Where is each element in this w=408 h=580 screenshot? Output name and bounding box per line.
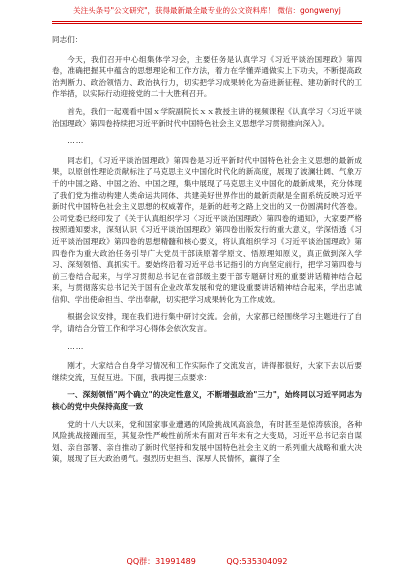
header-divider-secondary [52,23,362,24]
ellipsis-separator: …… [67,136,85,146]
paragraph: 同志们，《习近平谈治国理政》第四卷是习近平新时代中国特色社会主义思想的最新成果，以原创性理论贡献标注了马克思主义中国化时代化的新高度，展现了波澜壮阔、气象万千的中国之路、中国之治、中国之理，集中展现了马克思主义中国化的最新成果，充分体现了我们党为推动构建人类命运共同体、共建美好世界作出的最新贡献是全面系统反映习近平新时代中国特色社会主义思想的权威著作，是新的赶考之路上交出的又一份圆满时代答卷。公司党委已经印发了《关于认真组织学习〈习近平谈治国理政〉第四卷的通知》，大家要严格按照通知要求，深刻认识《习近平谈治国理政》第四卷出版发行的重大意义，学深悟透《习近平谈治国理政》第四卷的思想精髓和核心要义，将认真组织学习《习近平谈治国理政》第四卷作为重大政治任务引导广大党员干部读原著学原文、悟原理知原义，真正做到深入学习、深刻领悟、真抓实干。要始终沿着习近平总书记指引的方向坚定前行，把学习第四卷与前三卷结合起来，与学习贯彻总书记在省部级主要干部专题研讨班的重要讲话精神结合起来，与贯彻落实总书记关于国有企业改革发展和党的建设重要讲话精神结合起来，学出忠诚信仰、学出使命担当、学出奉献，切实把学习成果转化为工作成效。 [52,155,362,304]
section-heading: 一、深刻领悟"两个确立"的决定性意义，不断增强政治"三力"，始终同以习近平同志为核心的党中央保持高度一致 [52,390,362,412]
footer-qq: QQ:535304092 [226,557,288,566]
footer-qq-group: QQ群：31991489 [126,557,196,566]
greeting: 同志们： [52,35,83,44]
paragraph: 首先，我们一起观看中国ｘ学院副院长ｘｘ教授主讲的视频课程《认真学习〈习近平谈治国理政〉第四卷持续把习近平新时代中国特色社会主义思想学习贯彻推向深入》。 [52,106,362,128]
paragraph: 根据会议安排，现在我们进行集中研讨交流。会前，大家都已经围绕学习主题进行了自学，请结合分管工作和学习心得体会依次发言。 [52,312,362,334]
paragraph: 刚才，大家结合自身学习情况和工作实际作了交流发言，讲得都很好，大家下去以后要继续交流，互促互进。下面，我再提三点要求： [52,361,362,382]
paragraph: 今天，我们召开中心组集体学习会，主要任务是认真学习《习近平谈治国理政》第四卷，准确把握其中蕴含的思想理论和工作方法，着力在学懂弄通做实上下功夫，不断提高政治判断力、政治领悟力、政治执行力，切实把学习成果转化为奋进新征程、建功新时代的工作举措，以实际行动迎接党的二十大胜利召开。 [52,54,362,99]
header-divider [52,21,362,22]
paragraph: 党的十八大以来，党和国家事业遭遇的风险挑战风高浪急，有时甚至是惊涛骇浪，各种风险挑战接踵而至，其复杂性严峻性前所未有面对百年未有之大变局，习近平总书记亲自谋划、亲自部署、亲自推动了新时代坚持和发展中国特色社会主义的一系列重大战略和重大决策，展现了巨大政治勇气。强烈历史担当、深厚人民情怀，赢得了全 [52,419,362,464]
ellipsis-separator: …… [67,341,85,351]
document-body [52,34,362,471]
header-banner: 关注头条号"公文研究"，获得最新最全最专业的公文资料库！ 微信：gongwenyj [73,6,341,15]
footer-contact [52,556,362,568]
